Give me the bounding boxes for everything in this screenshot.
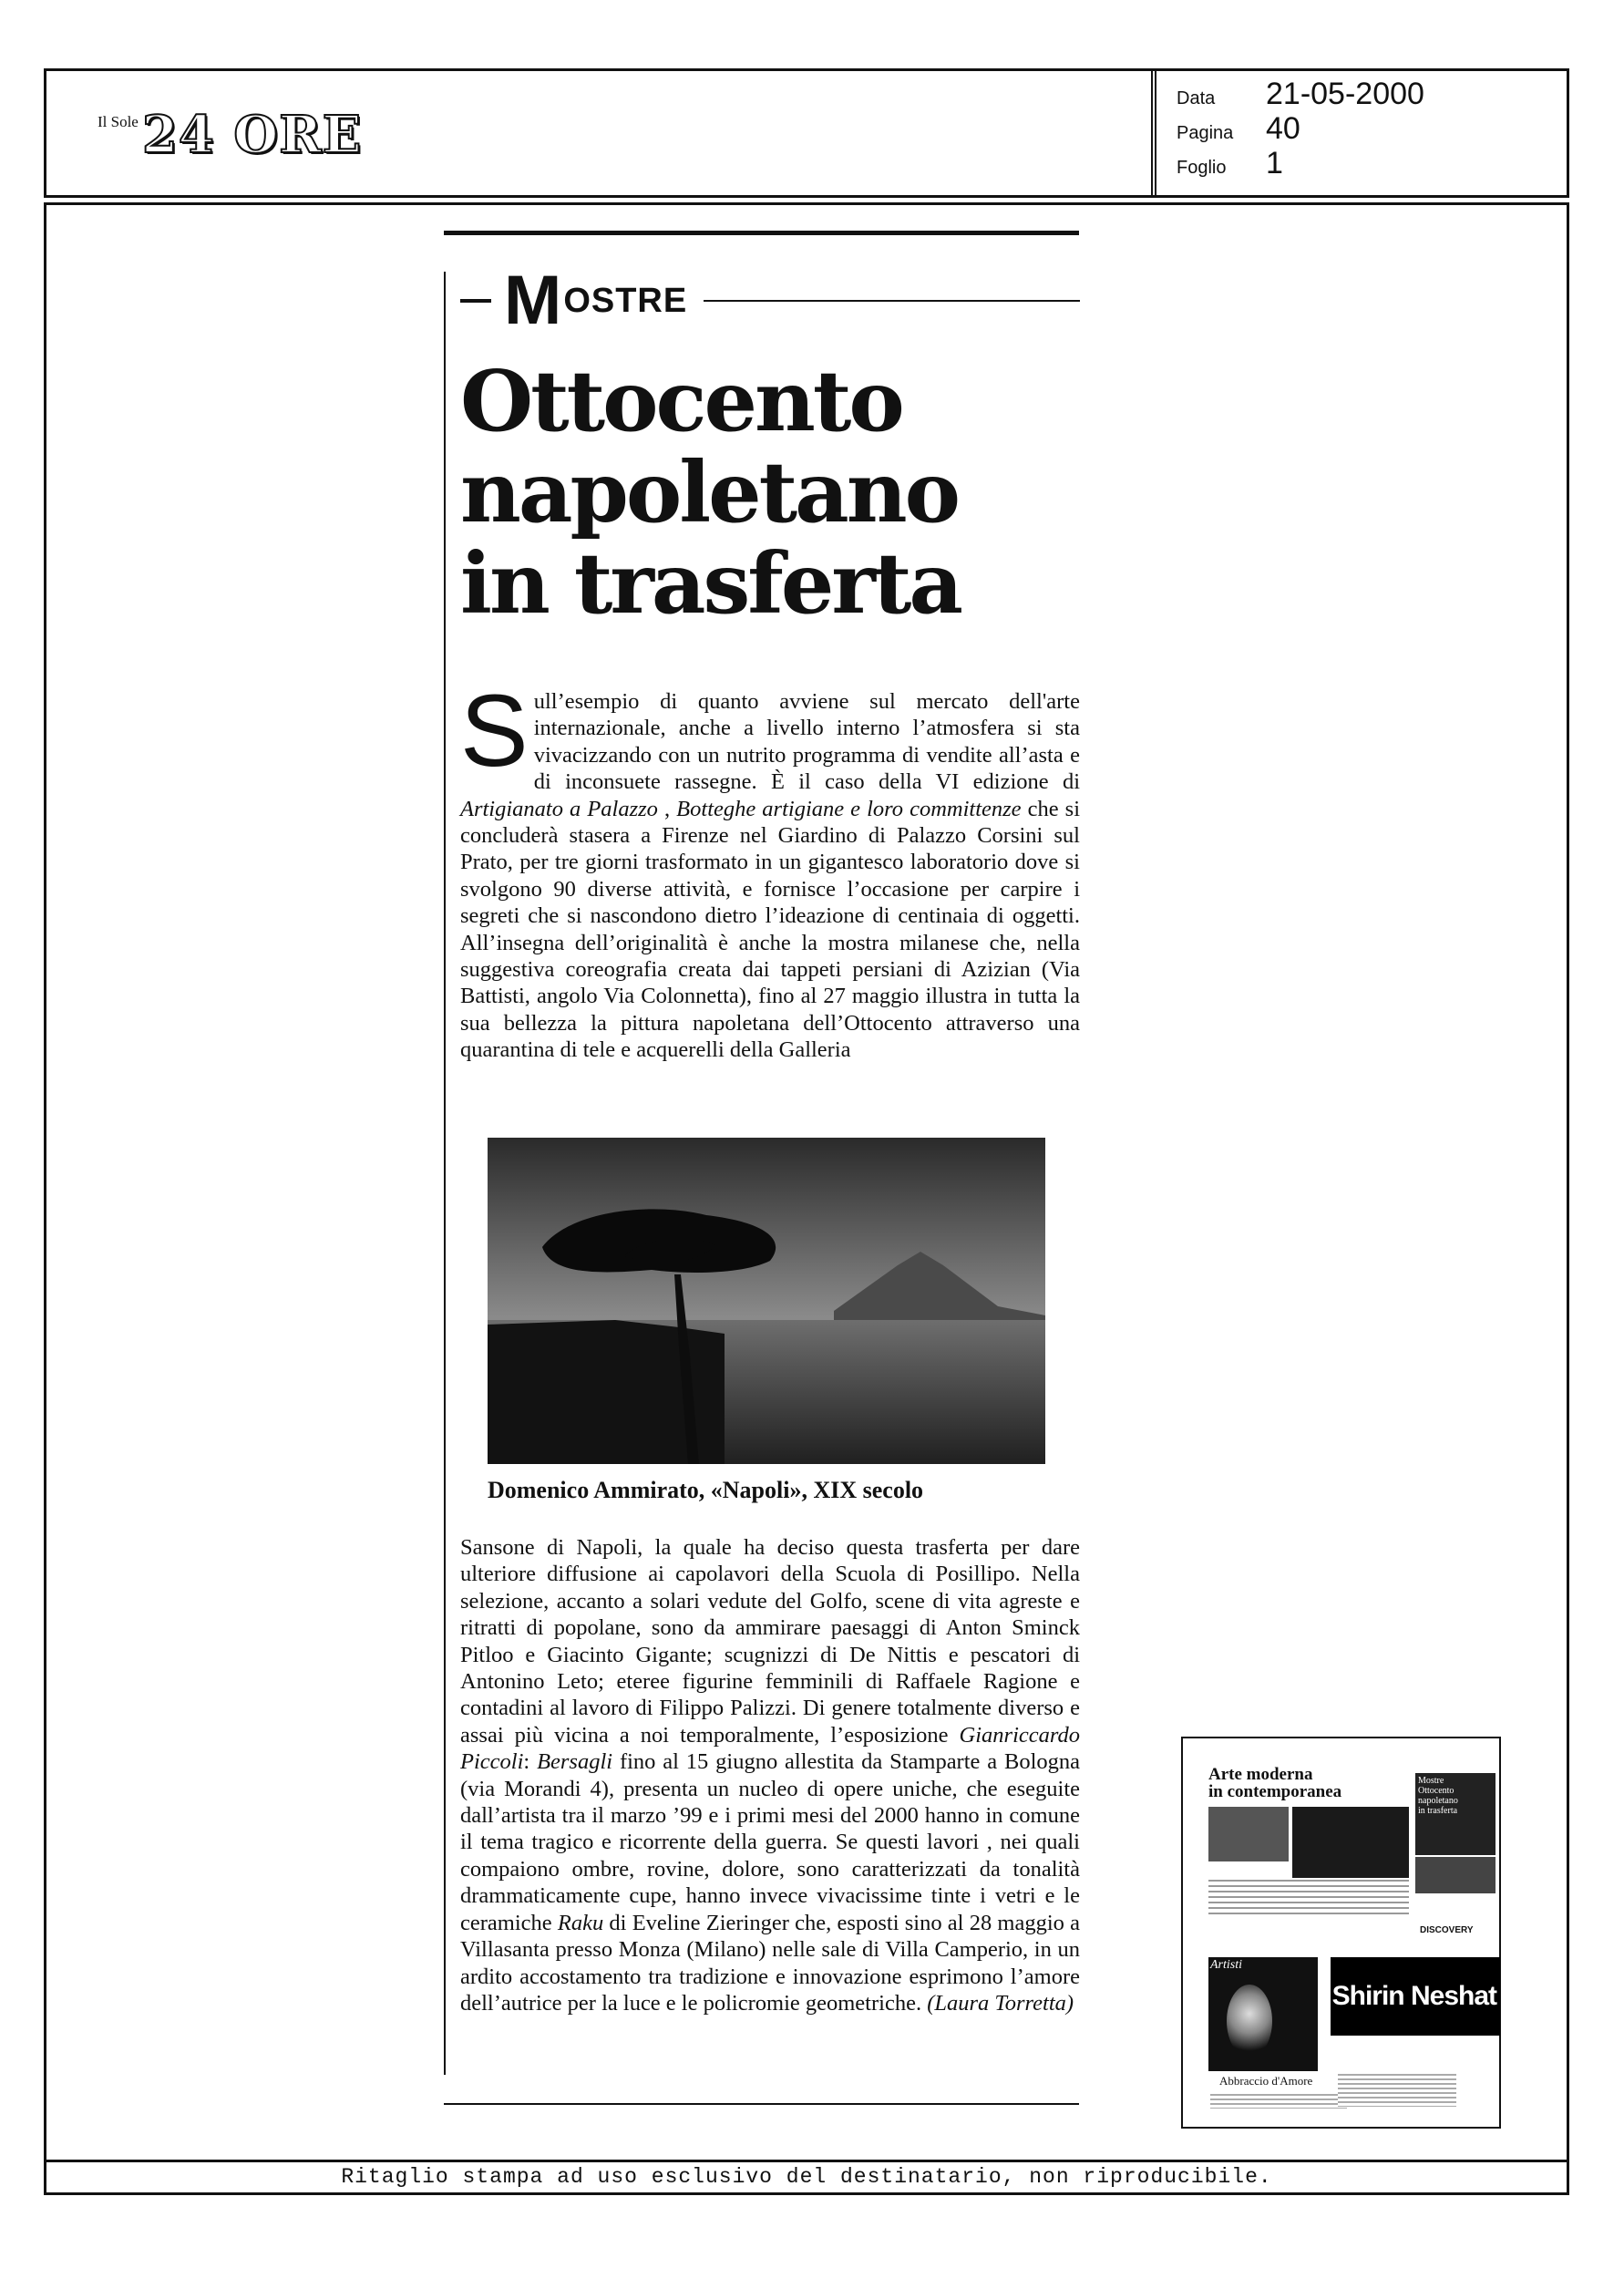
painting-photo: [488, 1138, 1045, 1464]
section-dash: [460, 299, 491, 303]
headline-line: napoletano: [460, 443, 959, 541]
newspaper-logo: [98, 105, 363, 165]
thumb-image: [1292, 1807, 1409, 1878]
article-body-part2: [460, 1534, 1080, 2016]
section-rest: OSTRE: [563, 281, 688, 320]
dropcap: S: [460, 674, 529, 788]
page-thumbnail: [1181, 1737, 1501, 2129]
thumb-headline: Arte moderna in contemporanea: [1208, 1765, 1342, 1801]
clipping-meta: [1177, 77, 1424, 180]
thumb-abbraccio: Abbraccio d'Amore: [1219, 2074, 1313, 2088]
section-label: [460, 264, 1080, 337]
thumb-neshat-banner: Shirin Neshat: [1331, 1957, 1500, 2036]
section-initial: M: [504, 262, 562, 339]
meta-row-sheet: [1177, 146, 1424, 180]
thumb-text-lines: [1210, 2094, 1347, 2109]
thumb-portrait-title: Artisti: [1210, 1958, 1243, 1972]
article-bottom-rule: [444, 2103, 1079, 2105]
logo-big-text: 24 ORE: [141, 105, 363, 165]
thumb-text-lines: [1208, 1880, 1409, 1916]
logo-small-text: Il Sole: [98, 113, 139, 130]
body-text: :: [523, 1749, 538, 1775]
article-top-rule: [444, 231, 1079, 235]
ceramics-name: Raku: [557, 1910, 604, 1935]
footer-disclaimer: Ritaglio stampa ad uso esclusivo del destinatario, non riproducibile.: [341, 2165, 1272, 2189]
clipping-footer: [44, 2162, 1569, 2195]
article-body-part1: [460, 674, 1081, 1064]
section-rule: [704, 300, 1080, 302]
exhibition-artist: Gianriccardo Piccoli: [460, 1722, 1080, 1775]
painting-svg: [488, 1138, 1045, 1464]
body-text: ,: [657, 796, 677, 821]
headline: [460, 352, 1080, 633]
thumb-face: [1227, 1985, 1272, 2057]
body-text: ull’esempio di quanto avviene sul mercato dell'arte internazionale, anche a livello interno l’atmosfera si sta vivacizzando con un nutrito programma di vendite all’asta e di inconsuete rassegne. È il caso della VI edizione di: [533, 689, 1080, 795]
thumb-image: [1208, 1807, 1289, 1861]
meta-label: Foglio: [1177, 158, 1227, 178]
event-title: Artigianato a Palazzo: [460, 796, 658, 821]
event-subtitle: Botteghe artigiane e loro committenze: [676, 796, 1022, 821]
thumb-dark-box: Mostre Ottocento napoletano in trasferta: [1415, 1773, 1496, 1855]
meta-row-page: [1177, 111, 1424, 146]
meta-value: 40: [1266, 111, 1300, 146]
meta-value: 1: [1266, 146, 1283, 180]
exhibition-title: Bersagli: [537, 1749, 613, 1775]
article-left-rule: [444, 272, 446, 2075]
meta-row-date: [1177, 77, 1424, 111]
body-text: Sansone di Napoli, la quale ha deciso questa trasferta per dare ulteriore diffusione ai capolavori della Scuola di Posillipo. Nella selezione, accanto a solari vedute del Golfo, scene di vita agreste e ritratti di popolane, sono da ammirare paesaggi di Anton Sminck Pitloo e Giacinto Gigante; scugnizzi di De Nittis e pescatori di Antonino Leto; eteree figurine femminili di Raffaele Ragione e contadini al lavoro di Filippo Palizzi. Di genere totalmente diverso e assai più vicina a noi temporalmente, l’esposizione: [460, 1535, 1080, 1748]
meta-label: Data: [1177, 88, 1216, 108]
body-text: che si concluderà stasera a Firenze nel Giardino di Palazzo Corsini sul Prato, per tre giorni trasformato in un gigantesco laboratorio dove si svolgono 90 diverse attività, e fornisce l’occasione per carpire i segreti che si nascondono dietro l’ideazione di centinaia di oggetti. All’insegna dell’originalità è anche la mostra milanese che, nella suggestiva coreografia creata dai tappeti persiani di Azizian (Via Battisti, angolo Via Colonnetta), fino al 27 maggio illustra in tutta la sua bellezza la pittura napoletana dell’Ottocento attraverso una quarantina di tele e acquerelli della Galleria: [460, 796, 1081, 1063]
body-text: fino al 15 giugno allestita da Stamparte a Bologna (via Morandi 4), presenta un nucleo di opere uniche, che eseguite dall’artista tra il marzo ’99 e i primi mesi del 2000 hanno in comune il tema tragico e ricorrente della guerra. Se questi lavori , nei quali compaiono ombre, rovine, dolore, sono caratterizzati da tonalità drammaticamente cupe, hanno invece vivacissime tinte i vetri e le ceramiche: [460, 1749, 1081, 1935]
meta-value: 21-05-2000: [1266, 77, 1424, 111]
clipping-header: [44, 68, 1569, 198]
thumb-text-lines: [1338, 2074, 1456, 2107]
byline: (Laura Torretta): [927, 1990, 1074, 2016]
thumb-image: [1415, 1857, 1496, 1893]
headline-line: in trasferta: [460, 534, 961, 633]
headline-line: Ottocento: [460, 352, 902, 450]
body-text: di Eveline Zieringer che, esposti sino al 28 maggio a Villasanta presso Monza (Milano) nelle sale di Villa Camperio, in un ardito accostamento tra tradizione e innovazione esprimono l’amore dell’autrice per la luce e le policromie geometriche.: [460, 1910, 1080, 2016]
meta-label: Pagina: [1177, 123, 1234, 143]
photo-caption: Domenico Ammirato, «Napoli», XIX secolo: [488, 1477, 924, 1503]
thumb-discovery-label: DISCOVERY: [1420, 1925, 1474, 1935]
header-divider: [1151, 71, 1156, 195]
